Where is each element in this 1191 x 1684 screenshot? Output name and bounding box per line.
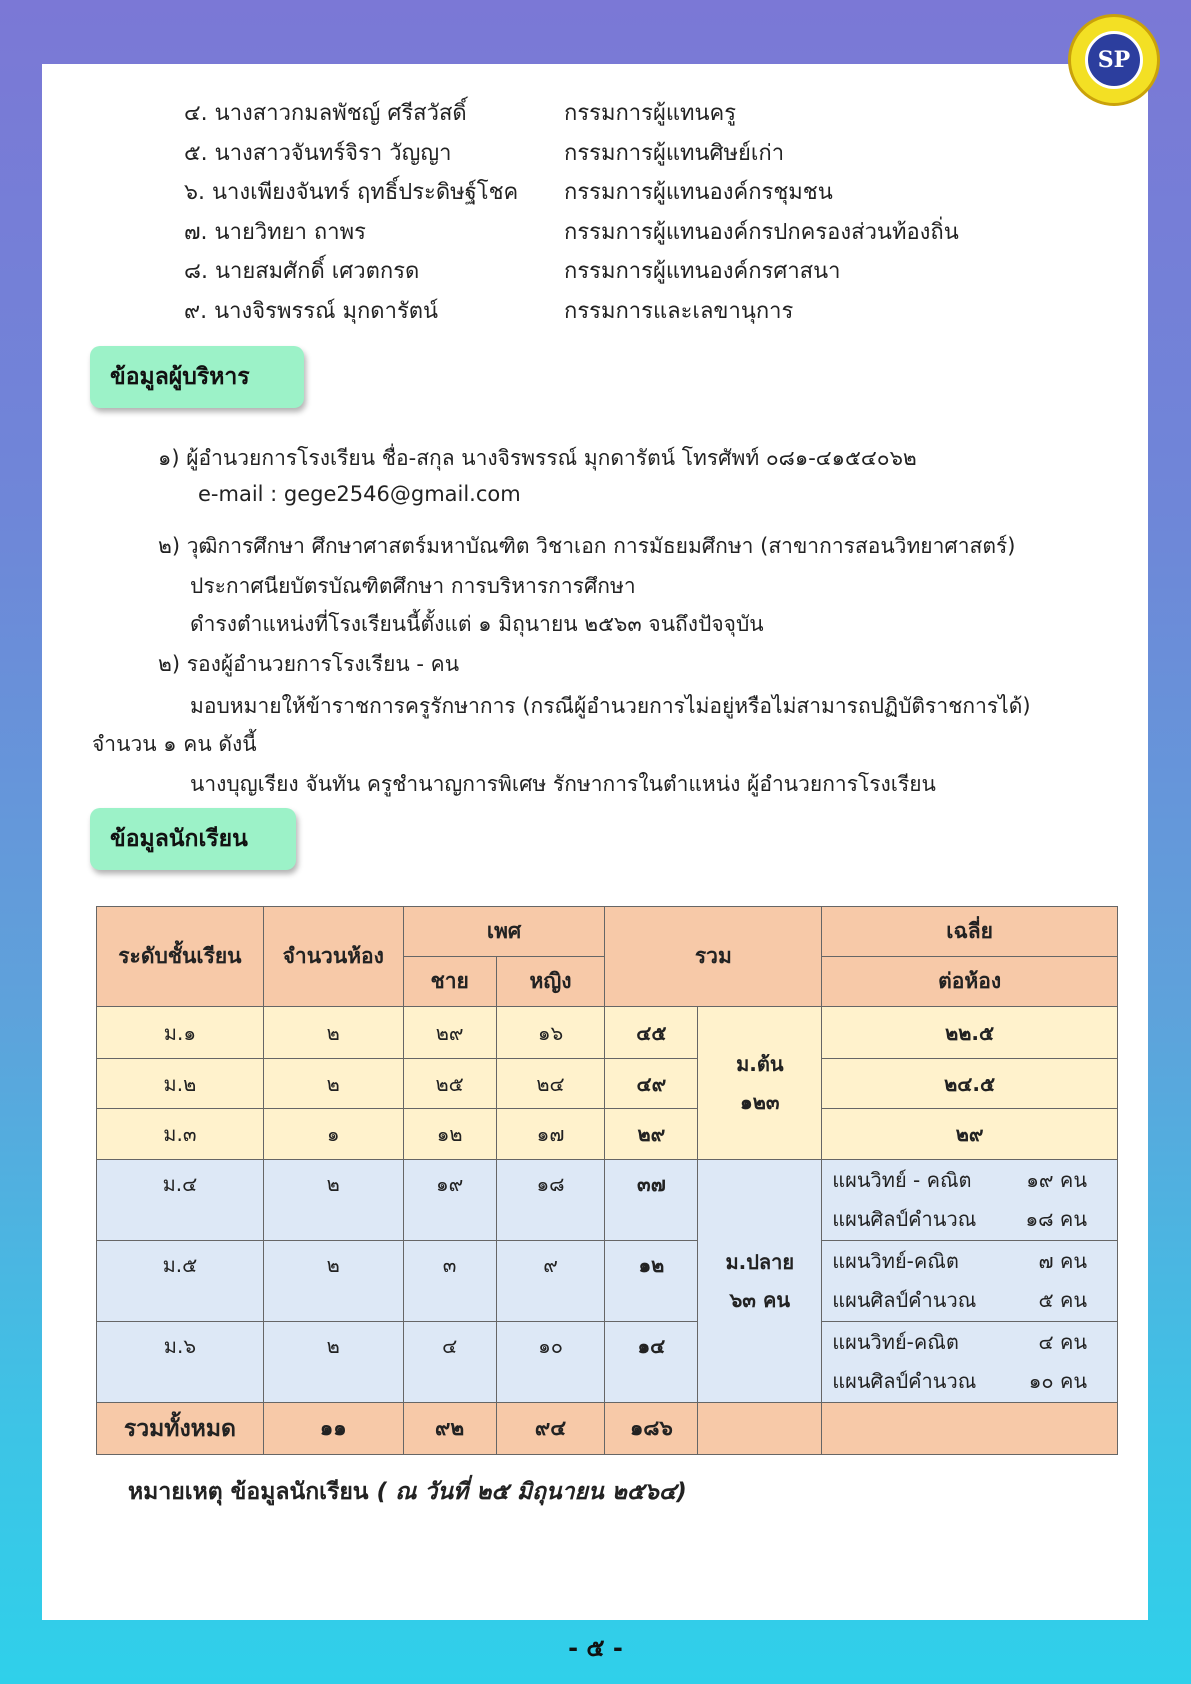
cell-avg: ๒๙	[822, 1109, 1118, 1160]
committee-number: ๖.	[184, 180, 205, 205]
header-male: ชาย	[403, 957, 496, 1007]
committee-number: ๙.	[184, 298, 208, 324]
program-cell	[822, 1241, 1118, 1322]
table-row	[97, 1007, 1118, 1059]
committee-row	[184, 252, 959, 292]
table-row	[97, 1059, 1118, 1109]
program-count: ๗ คน	[1038, 1249, 1087, 1273]
lower-secondary-group	[698, 1007, 822, 1160]
header-total: รวม	[605, 907, 822, 1007]
table-header-row	[97, 907, 1118, 957]
note-prefix: หมายเหตุ ข้อมูลนักเรียน	[128, 1479, 377, 1505]
table-total-row	[97, 1403, 1118, 1455]
program-count: ๔ คน	[1038, 1330, 1087, 1354]
cell-male: ๑๒	[403, 1109, 496, 1160]
cell-total: ๑๒	[605, 1241, 698, 1322]
tenure-line: ดำรงตำแหน่งที่โรงเรียนนี้ตั้งแต่ ๑ มิถุนายน ๒๕๖๓ จนถึงปัจจุบัน	[190, 612, 764, 636]
cell-male: ๒๙	[403, 1007, 496, 1059]
cell-female: ๙	[496, 1241, 605, 1322]
lower-group-total: ๑๒๓	[740, 1090, 780, 1114]
committee-role: กรรมการและเลขานุการ	[564, 298, 794, 324]
committee-name: นางสาวกมลพัชญ์ ศรีสวัสดิ์	[214, 101, 467, 126]
total-students: ๑๘๖	[605, 1403, 698, 1455]
total-male: ๙๒	[403, 1403, 496, 1455]
upper-group-total: ๖๓ คน	[729, 1288, 790, 1312]
cell-total: ๔๙	[605, 1059, 698, 1109]
certificate-line: ประกาศนียบัตรบัณฑิตศึกษา การบริหารการศึกษา	[190, 574, 636, 598]
committee-row	[184, 292, 959, 332]
acting-teacher-line: นางบุญเรียง จันทัน ครูชำนาญการพิเศษ รักษาการในตำแหน่ง ผู้อำนวยการโรงเรียน	[190, 772, 936, 796]
total-female: ๙๔	[496, 1403, 605, 1455]
committee-number: ๗.	[184, 219, 208, 245]
table-row	[97, 1322, 1118, 1403]
committee-role: กรรมการผู้แทนครู	[564, 101, 737, 126]
header-rooms: จำนวนห้อง	[263, 907, 403, 1007]
committee-number: ๔.	[184, 101, 208, 126]
seal-emblem: SP	[1085, 31, 1143, 89]
student-section-heading: ข้อมูลนักเรียน	[90, 808, 296, 870]
acting-line: มอบหมายให้ข้าราชการครูรักษาการ (กรณีผู้อำนวยการไม่อยู่หรือไม่สามารถปฏิบัติราชการได้)	[190, 694, 1031, 718]
cell-male: ๔	[403, 1322, 496, 1403]
committee-number: ๘.	[184, 259, 208, 284]
committee-name: นางจิรพรรณ์ มุกดารัตน์	[214, 298, 439, 324]
committee-role: กรรมการผู้แทนศิษย์เก่า	[564, 140, 785, 166]
cell-total: ๒๙	[605, 1109, 698, 1160]
committee-row	[184, 94, 959, 134]
table-row	[97, 1241, 1118, 1322]
program-name: แผนวิทย์-คณิต	[832, 1330, 959, 1354]
cell-rooms: ๒	[263, 1059, 403, 1109]
committee-name: นายวิทยา ถาพร	[214, 219, 366, 245]
committee-role: กรรมการผู้แทนองค์กรชุมชน	[564, 180, 833, 205]
cell-female: ๑๗	[496, 1109, 605, 1160]
total-empty-cell	[698, 1403, 822, 1455]
header-avg: เฉลี่ย	[822, 907, 1118, 957]
admin-section-heading: ข้อมูลผู้บริหาร	[90, 346, 304, 408]
header-per-room: ต่อห้อง	[822, 957, 1118, 1007]
program-name: แผนวิทย์ - คณิต	[832, 1168, 972, 1192]
program-count: ๑๙ คน	[1026, 1168, 1087, 1192]
program-name: แผนศิลป์คำนวณ	[832, 1288, 977, 1312]
lower-group-label: ม.ต้น	[736, 1052, 784, 1076]
cell-level: ม.๑	[97, 1007, 264, 1059]
cell-rooms: ๒	[263, 1007, 403, 1059]
table-row	[97, 1160, 1118, 1241]
committee-row	[184, 173, 959, 213]
program-count: ๑๘ คน	[1025, 1207, 1087, 1231]
cell-rooms: ๒	[263, 1160, 403, 1241]
cell-female: ๒๔	[496, 1059, 605, 1109]
committee-list	[184, 94, 959, 331]
cell-male: ๒๕	[403, 1059, 496, 1109]
committee-name: นางสาวจันทร์จิรา วัญญา	[214, 140, 452, 166]
cell-rooms: ๒	[263, 1241, 403, 1322]
cell-female: ๑๘	[496, 1160, 605, 1241]
cell-level: ม.๒	[97, 1059, 264, 1109]
program-name: แผนศิลป์คำนวณ	[832, 1207, 977, 1231]
committee-role: กรรมการผู้แทนองค์กรศาสนา	[564, 259, 841, 284]
committee-number: ๕.	[184, 140, 208, 166]
cell-avg: ๒๔.๕	[822, 1059, 1118, 1109]
cell-male: ๓	[403, 1241, 496, 1322]
header-sex: เพศ	[403, 907, 605, 957]
cell-level: ม.๕	[97, 1241, 264, 1322]
student-table	[96, 906, 1118, 1455]
deputy-line: ๒) รองผู้อำนวยการโรงเรียน - คน	[158, 652, 460, 676]
committee-row	[184, 134, 959, 174]
committee-name: นางเพียงจันทร์ ฤทธิ์ประดิษฐ์โชค	[211, 180, 519, 205]
upper-secondary-group	[698, 1160, 822, 1403]
director-email: e-mail : gege2546@gmail.com	[198, 482, 521, 506]
acting-count-line: จำนวน ๑ คน ดังนี้	[92, 732, 257, 756]
upper-group-label: ม.ปลาย	[725, 1250, 795, 1274]
total-label: รวมทั้งหมด	[97, 1403, 264, 1455]
cell-total: ๔๕	[605, 1007, 698, 1059]
cell-total: ๓๗	[605, 1160, 698, 1241]
program-count: ๑๐ คน	[1028, 1369, 1087, 1393]
committee-row	[184, 213, 959, 253]
program-count: ๕ คน	[1038, 1288, 1087, 1312]
table-row	[97, 1109, 1118, 1160]
cell-total: ๑๔	[605, 1322, 698, 1403]
total-rooms: ๑๑	[263, 1403, 403, 1455]
committee-name: นายสมศักดิ์ เศวตกรด	[214, 259, 420, 284]
cell-female: ๑๐	[496, 1322, 605, 1403]
note-date: ( ณ วันที่ ๒๕ มิถุนายน ๒๕๖๔)	[376, 1479, 687, 1505]
program-cell	[822, 1322, 1118, 1403]
cell-avg: ๒๒.๕	[822, 1007, 1118, 1059]
header-level: ระดับชั้นเรียน	[97, 907, 264, 1007]
program-cell	[822, 1160, 1118, 1241]
cell-rooms: ๑	[263, 1109, 403, 1160]
page-number: - ๕ -	[568, 1634, 623, 1662]
committee-role: กรรมการผู้แทนองค์กรปกครองส่วนท้องถิ่น	[564, 219, 959, 245]
cell-male: ๑๙	[403, 1160, 496, 1241]
cell-rooms: ๒	[263, 1322, 403, 1403]
cell-level: ม.๖	[97, 1322, 264, 1403]
cell-level: ม.๓	[97, 1109, 264, 1160]
student-note	[128, 1474, 687, 1510]
education-line: ๒) วุฒิการศึกษา ศึกษาศาสตร์มหาบัณฑิต วิชาเอก การมัธยมศึกษา (สาขาการสอนวิทยาศาสตร์)	[158, 534, 1016, 558]
program-name: แผนศิลป์คำนวณ	[832, 1369, 977, 1393]
program-name: แผนวิทย์-คณิต	[832, 1249, 959, 1273]
cell-female: ๑๖	[496, 1007, 605, 1059]
total-empty-cell	[822, 1403, 1118, 1455]
school-seal-logo	[1068, 14, 1160, 106]
header-female: หญิง	[496, 957, 605, 1007]
director-line: ๑) ผู้อำนวยการโรงเรียน ชื่อ-สกุล นางจิรพรรณ์ มุกดารัตน์ โทรศัพท์ ๐๘๑-๔๑๕๔๐๖๒	[158, 446, 917, 470]
cell-level: ม.๔	[97, 1160, 264, 1241]
